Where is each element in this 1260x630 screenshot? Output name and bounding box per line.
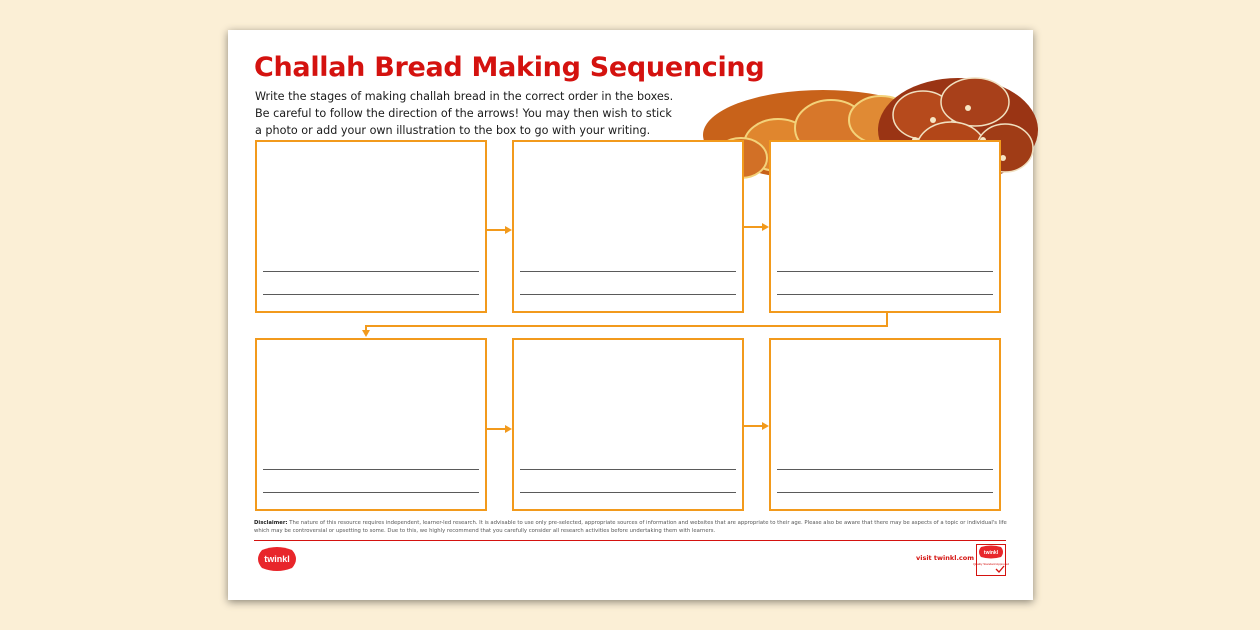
writing-line: [520, 492, 736, 493]
arrow-right-icon: [744, 421, 770, 431]
quality-badge-icon: [973, 544, 1009, 576]
worksheet-instructions: Write the stages of making challah bread in the correct order in the boxes. Be careful to follow the direction of the arrows! You may then wish to stick a photo or add your own illustration to the box to go with your writing.: [255, 90, 674, 137]
sequence-box-3[interactable]: [769, 140, 1001, 313]
arrow-right-icon: [487, 225, 513, 235]
writing-line: [777, 271, 993, 272]
writing-line: [263, 492, 479, 493]
arrow-down-left-connector: [358, 312, 893, 338]
worksheet-title: Challah Bread Making Sequencing: [254, 52, 765, 83]
sequence-box-5[interactable]: [512, 338, 744, 511]
badge-text: twinkl: [983, 550, 999, 556]
writing-line: [777, 294, 993, 295]
twinkl-logo-text: twinkl: [264, 554, 290, 564]
arrow-right-icon: [744, 222, 770, 232]
disclaimer-text: The nature of this resource requires independent, learner-led research. It is advisable to use only pre-selected, appropriate sources of information and websites that are appropriate to their age. Please also be aware that there may be aspects of a topic or individual's life which may be controversial or upsetting to some. Due to this, we highly recommend that you carefully consider all research activities before undertaking them with learners.: [254, 520, 1007, 534]
worksheet-page: [228, 30, 1033, 600]
writing-line: [520, 294, 736, 295]
writing-line: [520, 469, 736, 470]
sequence-box-2[interactable]: [512, 140, 744, 313]
badge-subtext: Quality Standard Approved: [973, 562, 1009, 566]
sequence-box-6[interactable]: [769, 338, 1001, 511]
twinkl-logo[interactable]: [256, 546, 298, 572]
writing-line: [520, 271, 736, 272]
sequence-box-1[interactable]: [255, 140, 487, 313]
writing-line: [777, 469, 993, 470]
disclaimer-label: Disclaimer:: [254, 520, 288, 526]
writing-line: [263, 294, 479, 295]
visit-link[interactable]: visit twinkl.com: [916, 554, 975, 562]
footer-divider: [254, 540, 1006, 541]
sequence-box-4[interactable]: [255, 338, 487, 511]
disclaimer: [254, 520, 1009, 535]
writing-line: [263, 469, 479, 470]
arrow-right-icon: [487, 424, 513, 434]
writing-line: [263, 271, 479, 272]
writing-line: [777, 492, 993, 493]
